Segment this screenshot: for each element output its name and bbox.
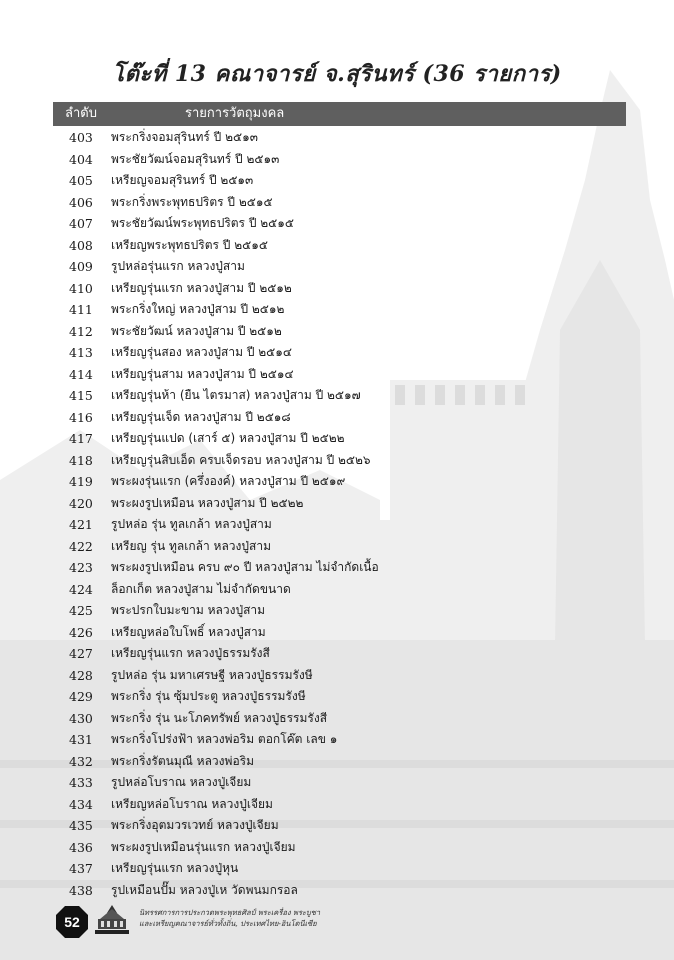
row-number: 409 [69, 259, 93, 274]
row-number: 422 [69, 538, 93, 554]
row-name: เหรียญรุ่นสอง หลวงปู่สาม ปี ๒๕๑๔ [111, 345, 292, 359]
table-row [53, 256, 626, 278]
temple-logo-icon [91, 903, 133, 937]
row-name: พระกริ่ง รุ่น ซุ้มประตู หลวงปู่ธรรมรังษี [111, 689, 306, 703]
row-name: รูปเหมือนปั๊ม หลวงปู่เห วัดพนมกรอล [111, 882, 298, 897]
table-row [53, 278, 626, 300]
row-name: เหรียญรุ่นสาม หลวงปู่สาม ปี ๒๕๑๔ [111, 366, 294, 381]
footer-line-2: และเหรียญคณาจารย์ทั่วทั้งถิ่น, ประเทศไทย-อินโดนีเซีย [139, 919, 317, 928]
table-row [53, 772, 626, 794]
row-name: พระชัยวัฒน์ หลวงปู่สาม ปี ๒๕๑๒ [111, 323, 282, 338]
row-name: เหรียญรุ่นแปด (เสาร์ ๕) หลวงปู่สาม ปี ๒๕๒๒ [111, 431, 345, 445]
table-row [53, 299, 626, 321]
page-title: โต๊ะที่ 13 คณาจารย์ จ.สุรินทร์ (36 รายการ) [112, 61, 562, 87]
table-row [53, 880, 626, 902]
row-name: รูปหล่อ รุ่น ทูลเกล้า หลวงปู่สาม [111, 517, 272, 531]
row-number: 425 [69, 603, 93, 618]
row-number: 411 [69, 302, 93, 317]
row-name: เหรียญพระพุทธปริตร ปี ๒๕๑๕ [111, 237, 268, 252]
table-row [53, 192, 626, 214]
table-body [53, 127, 626, 901]
row-name: พระกริ่งจอมสุรินทร์ ปี ๒๕๑๓ [111, 130, 258, 144]
row-name: พระกริ่ง รุ่น นะโภคทรัพย์ หลวงปู่ธรรมรังสี [111, 710, 328, 725]
row-name: เหรียญหล่อโบราณ หลวงปู่เจียม [111, 796, 273, 811]
row-number: 427 [69, 646, 93, 661]
table-row [53, 708, 626, 730]
row-name: พระชัยวัฒน์จอมสุรินทร์ ปี ๒๕๑๓ [111, 151, 280, 166]
row-number: 415 [69, 388, 93, 403]
table-header [53, 102, 626, 126]
table-row [53, 235, 626, 257]
row-number: 406 [69, 194, 93, 210]
table-row [53, 450, 626, 472]
footer-caption [139, 907, 320, 929]
row-number: 408 [69, 237, 93, 253]
row-number: 414 [69, 366, 93, 382]
row-name: เหรียญ รุ่น ทูลเกล้า หลวงปู่สาม [111, 538, 271, 553]
row-number: 433 [69, 775, 93, 790]
table-row [53, 643, 626, 665]
row-number: 434 [69, 796, 93, 812]
row-name: พระกริ่งอุตมวรเวทย์ หลวงปู่เจียม [111, 818, 279, 832]
row-number: 416 [69, 409, 93, 425]
table-row [53, 407, 626, 429]
row-name: พระปรกใบมะขาม หลวงปู่สาม [111, 603, 266, 617]
page-number: 52 [64, 914, 80, 930]
row-number: 438 [69, 882, 93, 898]
header-name: รายการวัตถุมงคล [185, 106, 285, 121]
table-row [53, 686, 626, 708]
table-row [53, 837, 626, 859]
row-number: 435 [69, 818, 93, 833]
row-name: เหรียญรุ่นเจ็ด หลวงปู่สาม ปี ๒๕๑๘ [111, 409, 291, 424]
table-row [53, 536, 626, 558]
row-number: 436 [69, 839, 93, 855]
row-name: เหรียญจอมสุรินทร์ ปี ๒๕๑๓ [111, 173, 254, 187]
table-row [53, 471, 626, 493]
row-number: 437 [69, 861, 93, 876]
table-row [53, 622, 626, 644]
table-row [53, 858, 626, 880]
row-number: 418 [69, 452, 93, 468]
row-name: พระชัยวัฒน์พระพุทธปริตร ปี ๒๕๑๕ [111, 216, 294, 230]
row-number: 430 [69, 710, 93, 726]
row-name: พระผงรูปเหมือน หลวงปู่สาม ปี ๒๕๒๒ [111, 495, 304, 510]
table-row [53, 815, 626, 837]
table-row [53, 170, 626, 192]
table-row [53, 364, 626, 386]
table-row [53, 665, 626, 687]
row-name: รูปหล่อ รุ่น มหาเศรษฐี หลวงปู่ธรรมรังษี [111, 667, 313, 682]
table-row [53, 557, 626, 579]
table-row [53, 794, 626, 816]
table-row [53, 385, 626, 407]
page-footer [55, 903, 455, 939]
row-number: 431 [69, 732, 93, 747]
row-number: 429 [69, 689, 93, 704]
row-number: 424 [69, 581, 93, 597]
row-name: พระผงรุ่นแรก (ครึ่งองค์) หลวงปู่สาม ปี ๒๕๑๙ [111, 474, 346, 488]
row-name: รูปหล่อโบราณ หลวงปู่เจียม [111, 775, 252, 789]
row-name: เหรียญรุ่นห้า (ยืน ไตรมาส) หลวงปู่สาม ปี ๒๕๑๗ [111, 388, 361, 402]
row-number: 421 [69, 517, 93, 532]
table-row [53, 213, 626, 235]
row-number: 404 [69, 151, 93, 167]
table-row [53, 600, 626, 622]
table-row [53, 729, 626, 751]
table-row [53, 428, 626, 450]
row-name: เหรียญรุ่นแรก หลวงปู่สาม ปี ๒๕๑๒ [111, 280, 292, 295]
header-number: ลำดับ [65, 106, 97, 121]
table-row [53, 493, 626, 515]
row-number: 417 [69, 431, 93, 446]
row-number: 412 [69, 323, 93, 339]
row-name: พระกริ่งรัตนมุณี หลวงพ่อริม [111, 753, 255, 768]
table-row [53, 149, 626, 171]
row-name: เหรียญหล่อใบโพธิ์ หลวงปู่สาม [111, 624, 266, 639]
row-number: 403 [69, 130, 93, 145]
row-number: 407 [69, 216, 93, 231]
table-row [53, 514, 626, 536]
row-number: 405 [69, 173, 93, 188]
row-name: ล็อกเก็ต หลวงปู่สาม ไม่จำกัดขนาด [111, 581, 291, 596]
row-name: พระกริ่งพระพุทธปริตร ปี ๒๕๑๕ [111, 194, 273, 209]
row-name: พระกริ่งใหญ่ หลวงปู่สาม ปี ๒๕๑๒ [111, 302, 285, 316]
table-row [53, 127, 626, 149]
row-number: 426 [69, 624, 93, 640]
row-name: พระผงรูปเหมือนรุ่นแรก หลวงปู่เจียม [111, 839, 296, 854]
row-number: 413 [69, 345, 93, 360]
row-name: เหรียญรุ่นแรก หลวงปู่หุน [111, 861, 239, 875]
row-name: เหรียญรุ่นแรก หลวงปู่ธรรมรังสี [111, 646, 270, 660]
table-row [53, 751, 626, 773]
row-number: 410 [69, 280, 93, 296]
table-row [53, 321, 626, 343]
row-number: 432 [69, 753, 93, 769]
footer-line-1: นิทรรศการการประกวดพระพุทธศิลป์ พระเครื่อง พระบูชา [139, 908, 321, 917]
row-name: พระผงรูปเหมือน ครบ ๙๐ ปี หลวงปู่สาม ไม่จำกัดเนื้อ [111, 560, 379, 574]
row-number: 423 [69, 560, 93, 575]
row-name: รูปหล่อรุ่นแรก หลวงปู่สาม [111, 259, 245, 273]
table-row [53, 579, 626, 601]
table-row [53, 342, 626, 364]
row-number: 420 [69, 495, 93, 511]
row-name: พระกริ่งโปร่งฟ้า หลวงพ่อริม ตอกโค๊ต เลข ๑ [111, 732, 338, 746]
page-number-badge [55, 905, 89, 939]
row-number: 428 [69, 667, 93, 683]
row-name: เหรียญรุ่นสิบเอ็ด ครบเจ็ดรอบ หลวงปู่สาม ปี ๒๕๒๖ [111, 452, 371, 467]
row-number: 419 [69, 474, 93, 489]
